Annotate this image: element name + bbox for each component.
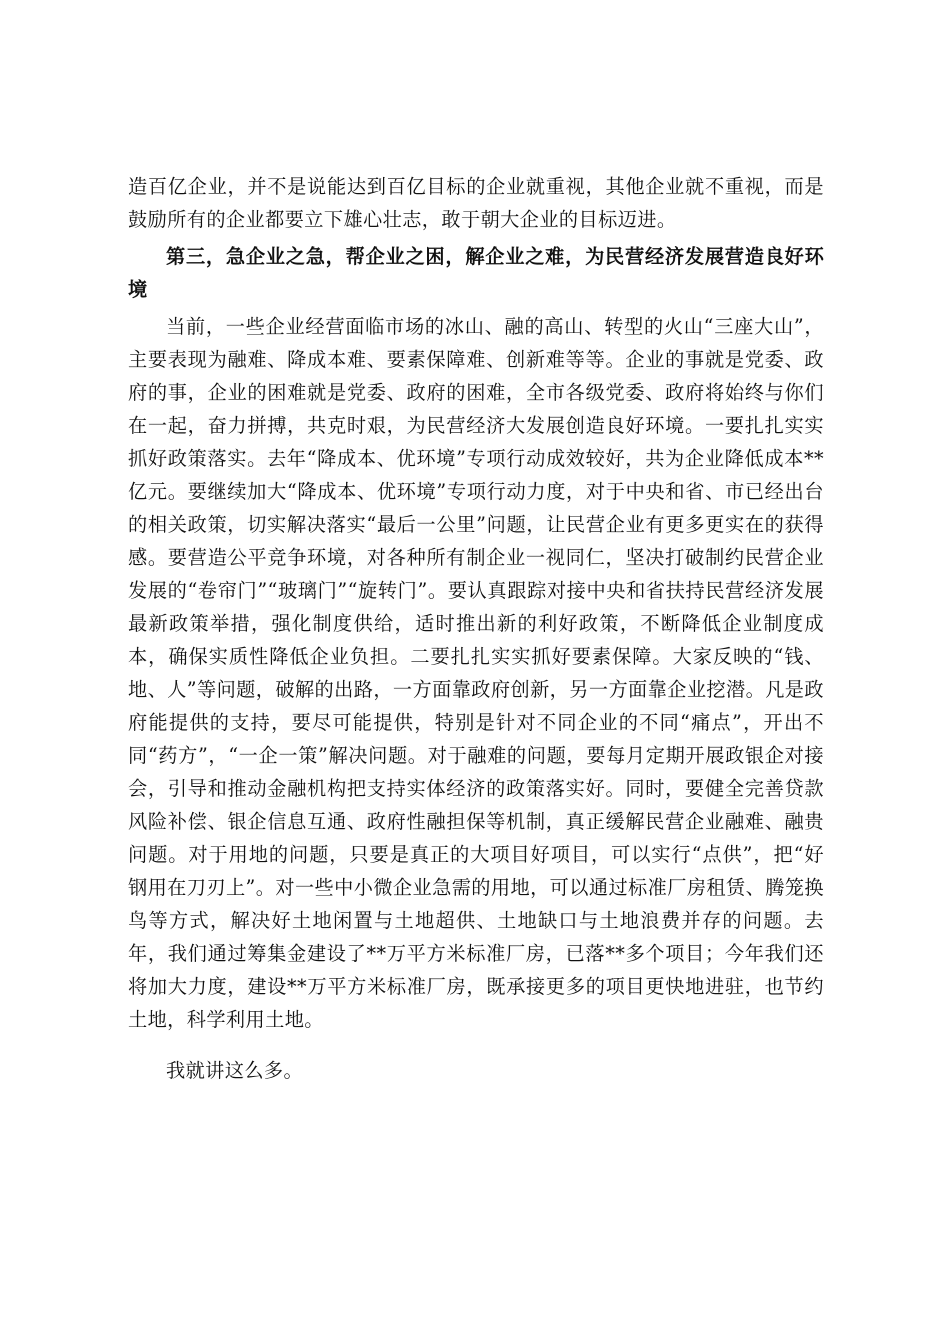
paragraph-continuation: 造百亿企业，并不是说能达到百亿目标的企业就重视，其他企业就不重视，而是鼓励所有的企业都要立下雄心壮志，敢于朝大企业的目标迈进。 [128, 175, 824, 231]
paragraph-closing: 我就讲这么多。 [166, 1059, 304, 1082]
document-page [128, 170, 824, 1087]
paragraph-body: 当前，一些企业经营面临市场的冰山、融的高山、转型的火山“三座大山”，主要表现为融难、降成本难、要素保障难、创新难等等。企业的事就是党委、政府的事，企业的困难就是党委、政府的困难，全市各级党委、政府将始终与你们在一起，奋力拼搏，共克时艰，为民营经济大发展创造良好环境。一要扎扎实实抓好政策落实。去年“降成本、优环境”专项行动成效较好，共为企业降低成本**亿元。要继续加大“降成本、优环境”专项行动力度，对于中央和省、市已经出台的相关政策，切实解决落实“最后一公里”问题，让民营企业有更多更实在的获得感。要营造公平竞争环境，对各种所有制企业一视同仁，坚决打破制约民营企业发展的“卷帘门”“玻璃门”“旋转门”。要认真跟踪对接中央和省扶持民营经济发展最新政策举措，强化制度供给，适时推出新的利好政策，不断降低企业制度成本，确保实质性降低企业负担。二要扎扎实实抓好要素保障。大家反映的“钱、地、人”等问题，破解的出路，一方面靠政府创新，另一方面靠企业挖潜。凡是政府能提供的支持，要尽可能提供，特别是针对不同企业的不同“痛点”，开出不同“药方”，“一企一策”解决问题。对于融难的问题，要每月定期开展政银企对接会，引导和推动金融机构把支持实体经济的政策落实好。同时，要健全完善贷款风险补偿、银企信息互通、政府性融担保等机制，真正缓解民营企业融难、融贵问题。对于用地的问题，只要是真正的大项目好项目，可以实行“点供”，把“好钢用在刀刃上”。对一些中小微企业急需的用地，可以通过标准厂房租赁、腾笼换鸟等方式，解决好土地闲置与土地超供、土地缺口与土地浪费并存的问题。去年，我们通过筹集金建设了**万平方米标准厂房，已落**多个项目；今年我们还将加大力度，建设**万平方米标准厂房，既承接更多的项目更快地进驻，也节约土地，科学利用土地。 [128, 315, 824, 1031]
section-heading: 第三，急企业之急，帮企业之困，解企业之难，为民营经济发展营造良好环境 [128, 245, 824, 301]
